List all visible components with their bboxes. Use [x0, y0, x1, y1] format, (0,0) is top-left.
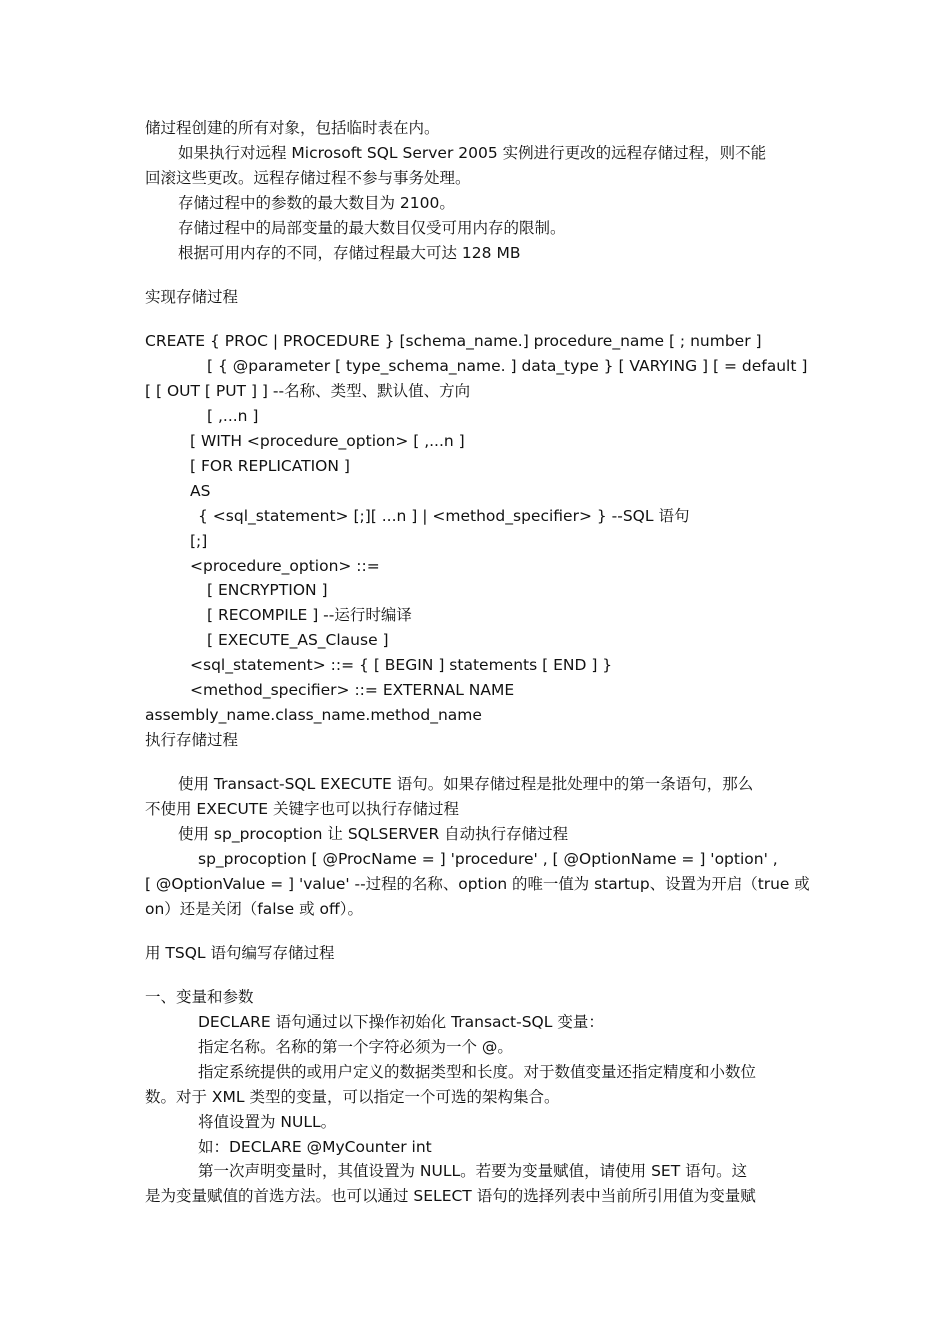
- code-line: [ WITH <procedure_option> [ ,...n ]: [190, 432, 465, 450]
- text-line: 回滚这些更改。远程存储过程不参与事务处理。: [145, 169, 471, 187]
- code-line: assembly_name.class_name.method_name: [145, 706, 482, 724]
- text-line: DECLARE 语句通过以下操作初始化 Transact-SQL 变量：: [198, 1013, 604, 1031]
- code-line: <sql_statement> ::= { [ BEGIN ] statements [ END ] }: [190, 656, 613, 674]
- text-line: 将值设置为 NULL。: [198, 1113, 337, 1131]
- code-line: [;]: [190, 532, 208, 550]
- code-line: [ @OptionValue = ] 'value' --过程的名称、option 的唯一值为 startup、设置为开启（true 或: [145, 875, 810, 893]
- code-line: [ ENCRYPTION ]: [207, 581, 328, 599]
- text-line: 存储过程中的参数的最大数目为 2100。: [178, 194, 455, 212]
- code-line: <method_specifier> ::= EXTERNAL NAME: [190, 681, 515, 699]
- text-line: 存储过程中的局部变量的最大数目仅受可用内存的限制。: [178, 219, 566, 237]
- section-heading: 执行存储过程: [145, 731, 239, 749]
- text-line: 指定系统提供的或用户定义的数据类型和长度。对于数值变量还指定精度和小数位: [198, 1063, 757, 1081]
- text-line: 如：DECLARE @MyCounter int: [198, 1138, 432, 1156]
- text-line: on）还是关闭（false 或 off）。: [145, 900, 363, 918]
- code-line: [ FOR REPLICATION ]: [190, 457, 350, 475]
- text-line: 第一次声明变量时，其值设置为 NULL。若要为变量赋值，请使用 SET 语句。这: [198, 1162, 748, 1180]
- code-line: [ [ OUT [ PUT ] ] --名称、类型、默认值、方向: [145, 382, 471, 400]
- subsection-heading: 一、变量和参数: [145, 988, 254, 1006]
- text-line: 数。对于 XML 类型的变量，可以指定一个可选的架构集合。: [145, 1088, 560, 1106]
- code-line: [ ,...n ]: [207, 407, 259, 425]
- text-line: 不使用 EXECUTE 关键字也可以执行存储过程: [145, 800, 459, 818]
- code-line: [ EXECUTE_AS_Clause ]: [207, 631, 389, 649]
- section-heading: 用 TSQL 语句编写存储过程: [145, 944, 335, 962]
- code-line: sp_procoption [ @ProcName = ] 'procedure' , [ @OptionName = ] 'option' ,: [198, 850, 778, 868]
- code-line: [ { @parameter [ type_schema_name. ] data_type } [ VARYING ] [ = default ]: [207, 357, 808, 375]
- text-line: 储过程创建的所有对象，包括临时表在内。: [145, 119, 440, 137]
- code-line: <procedure_option> ::=: [190, 557, 380, 575]
- section-heading: 实现存储过程: [145, 288, 239, 306]
- text-line: 指定名称。名称的第一个字符必须为一个 @。: [198, 1038, 513, 1056]
- text-line: 根据可用内存的不同，存储过程最大可达 128 MB: [178, 244, 521, 262]
- text-line: 使用 Transact-SQL EXECUTE 语句。如果存储过程是批处理中的第一条语句，那么: [178, 775, 754, 793]
- text-line: 是为变量赋值的首选方法。也可以通过 SELECT 语句的选择列表中当前所引用值为变量赋: [145, 1187, 756, 1205]
- text-line: 如果执行对远程 Microsoft SQL Server 2005 实例进行更改的远程存储过程，则不能: [178, 144, 767, 162]
- code-line: { <sql_statement> [;][ ...n ] | <method_specifier> } --SQL 语句: [198, 507, 690, 525]
- code-line: AS: [190, 482, 211, 500]
- text-line: 使用 sp_procoption 让 SQLSERVER 自动执行存储过程: [178, 825, 569, 843]
- code-line: [ RECOMPILE ] --运行时编译: [207, 606, 412, 624]
- code-line: CREATE { PROC | PROCEDURE } [schema_name.] procedure_name [ ; number ]: [145, 332, 762, 350]
